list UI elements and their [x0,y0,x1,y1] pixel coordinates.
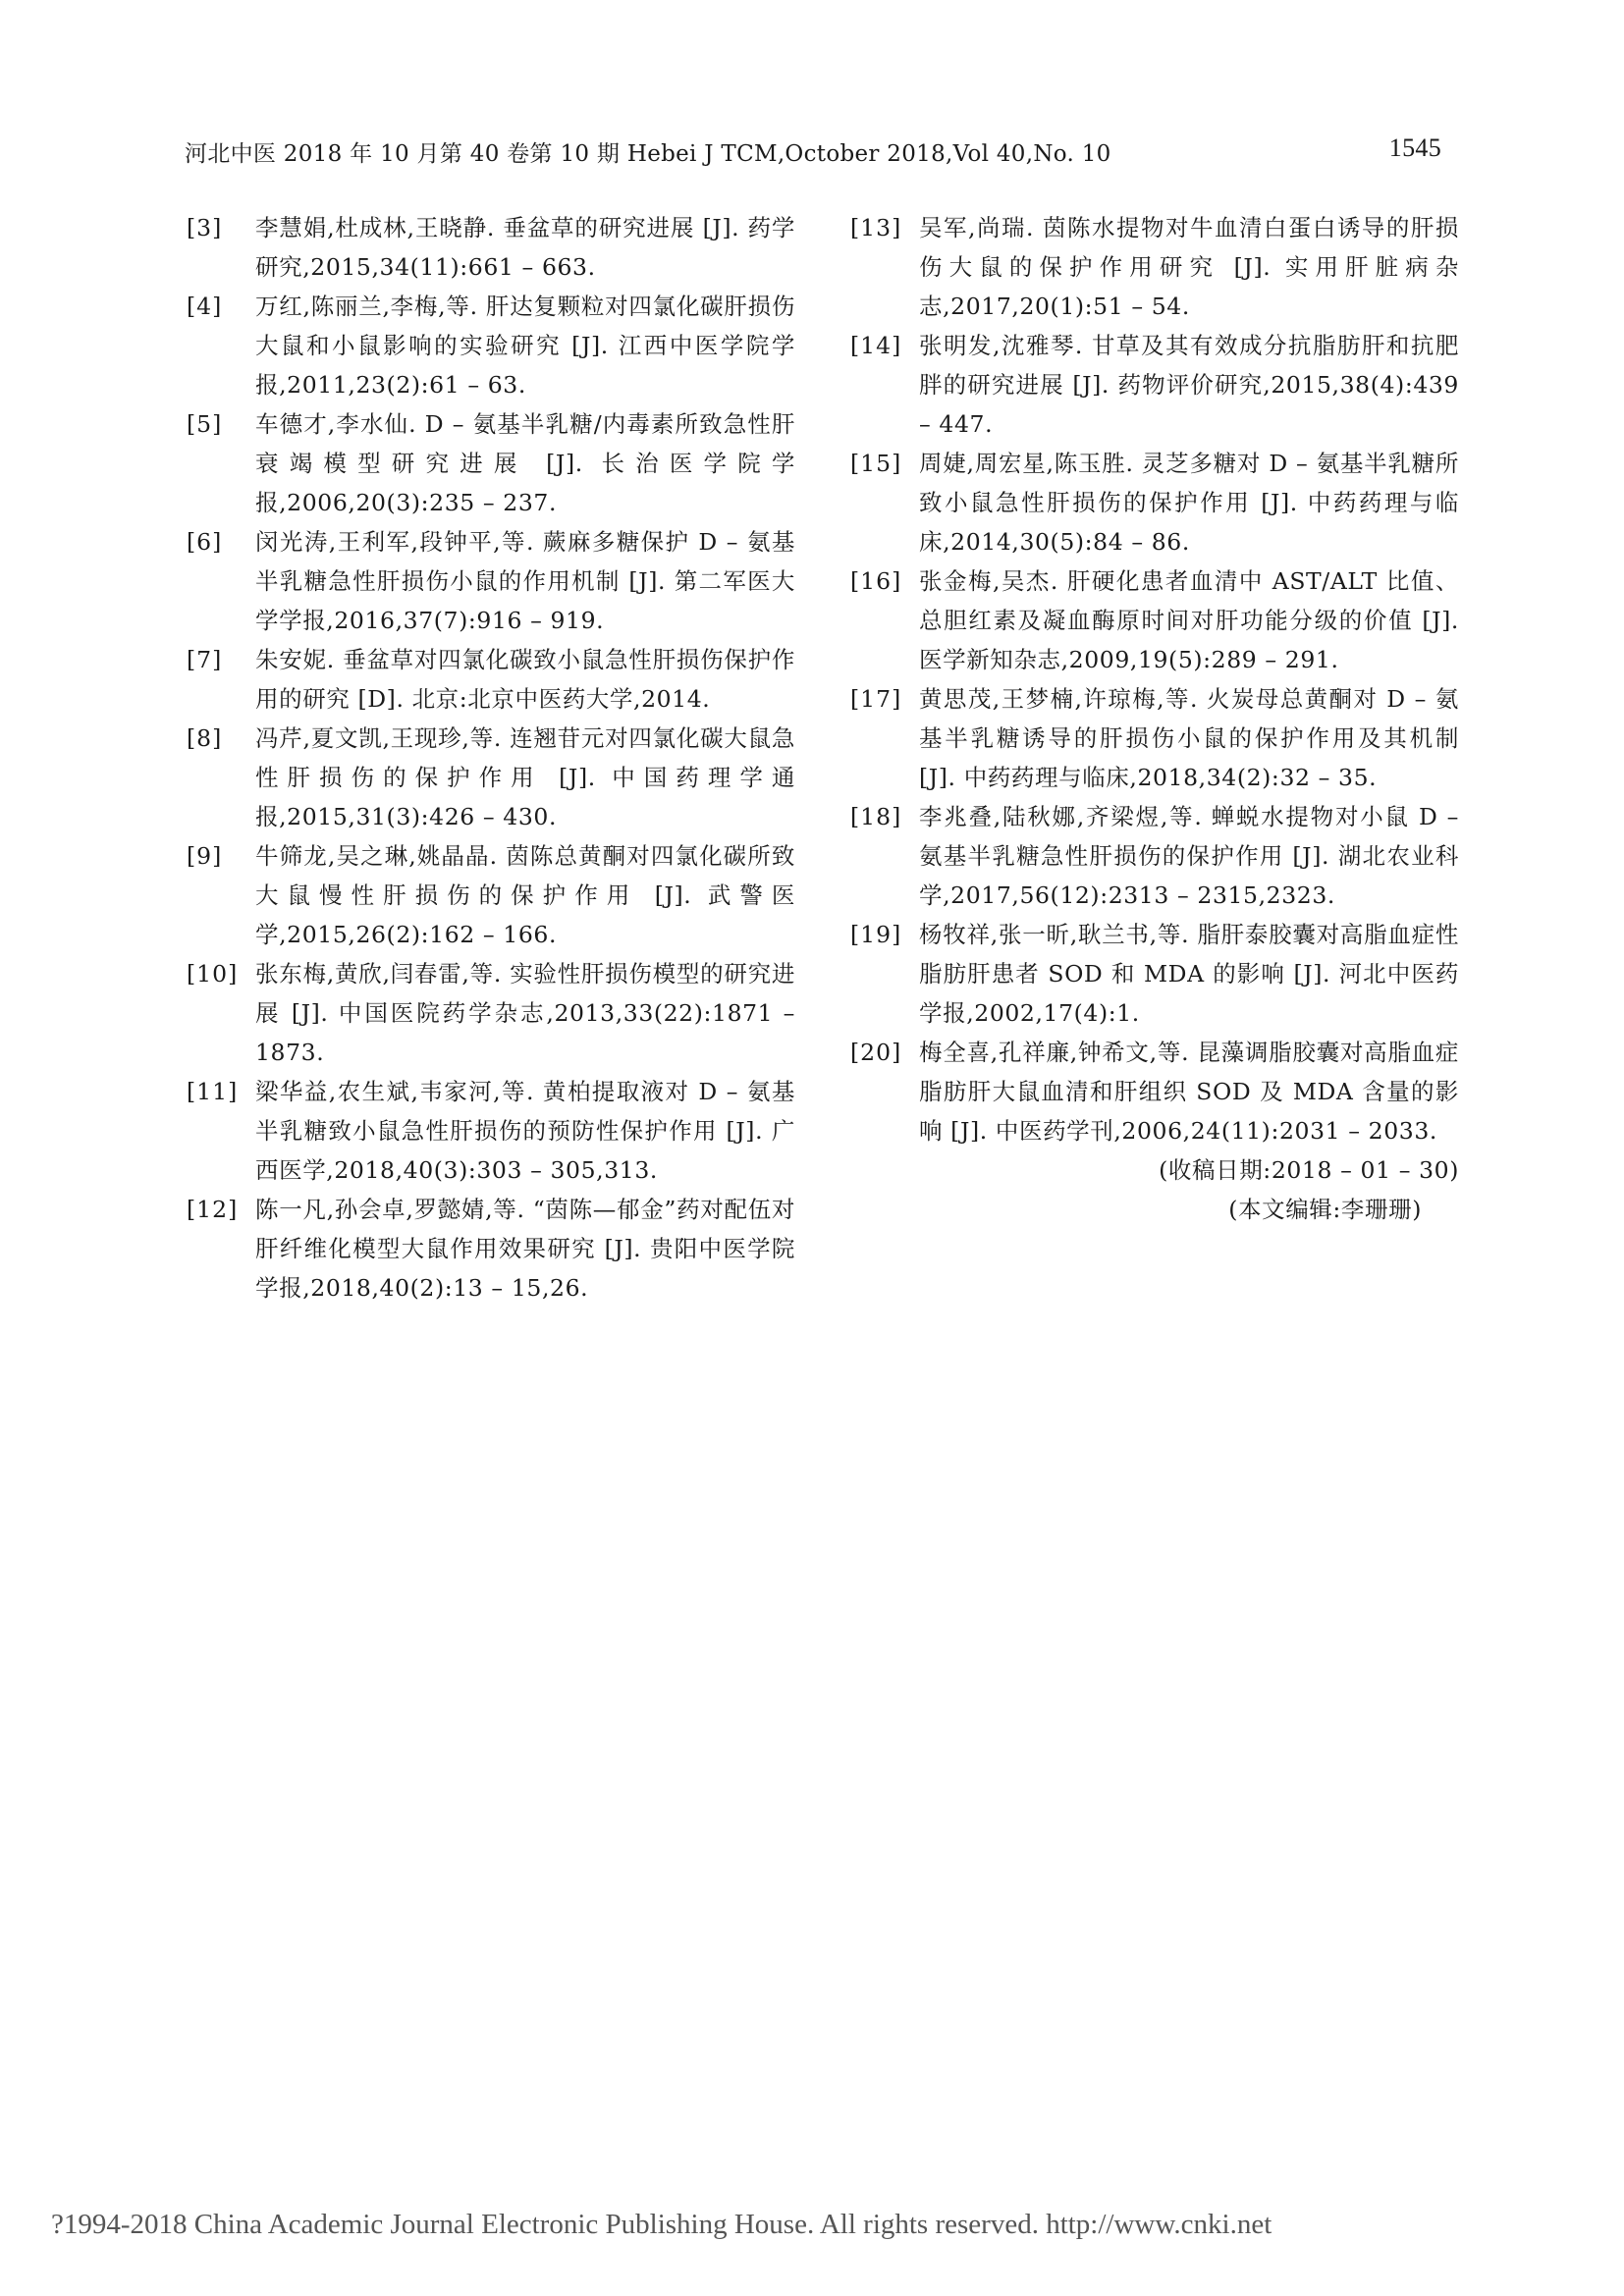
reference-number: [18] [850,803,902,830]
reference-item [187,719,795,836]
reference-text: 张金梅,吴杰. 肝硬化患者血清中 AST/ALT 比值、总胆红素及凝血酶原时间对肝功能分级的价值 [J]. 医学新知杂志,2009,19(5):289 – 291. [919,567,1459,673]
reference-number: [16] [850,567,902,595]
reference-text: 闵光涛,王利军,段钟平,等. 蕨麻多糖保护 D – 氨基半乳糖急性肝损伤小鼠的作用机制 [J]. 第二军医大学学报,2016,37(7):916 – 919. [255,528,795,634]
reference-number: [12] [187,1196,239,1223]
reference-number: [6] [187,528,223,556]
reference-text: 梁华益,农生斌,韦家河,等. 黄柏提取液对 D – 氨基半乳糖致小鼠急性肝损伤的预防性保护作用 [J]. 广西医学,2018,40(3):303 – 305,313. [255,1078,795,1184]
reference-text: 牛筛龙,吴之琳,姚晶晶. 茵陈总黄酮对四氯化碳所致大鼠慢性肝损伤的保护作用 [J]. 武警医学,2015,26(2):162 – 166. [255,842,795,948]
reference-text: 张东梅,黄欣,闫春雷,等. 实验性肝损伤模型的研究进展 [J]. 中国医院药学杂志,2013,33(22):1871 – 1873. [255,960,795,1066]
reference-item [850,915,1459,1033]
references-left-column [187,208,795,1308]
reference-number: [8] [187,724,223,752]
reference-text: 朱安妮. 垂盆草对四氯化碳致小鼠急性肝损伤保护作用的研究 [D]. 北京:北京中医药大学,2014. [255,646,795,713]
reference-text: 杨牧祥,张一昕,耿兰书,等. 脂肝泰胶囊对高脂血症性脂肪肝患者 SOD 和 MDA 的影响 [J]. 河北中医药学报,2002,17(4):1. [919,921,1459,1027]
reference-number: [17] [850,685,902,713]
reference-item [850,1033,1459,1150]
reference-item [187,836,795,954]
reference-text: 周婕,周宏星,陈玉胜. 灵芝多糖对 D – 氨基半乳糖所致小鼠急性肝损伤的保护作用 [J]. 中药药理与临床,2014,30(5):84 – 86. [919,450,1459,556]
reference-item [850,326,1459,444]
reference-number: [7] [187,646,223,673]
reference-text: 黄思茂,王梦楠,许琼梅,等. 火炭母总黄酮对 D – 氨基半乳糖诱导的肝损伤小鼠的保护作用及其机制 [J]. 中药药理与临床,2018,34(2):32 – 35. [919,685,1459,791]
copyright-footer: ?1994-2018 China Academic Journal Electronic Publishing House. All rights reserved. http://www.cnki.net [51,2209,1272,2240]
reference-text: 陈一凡,孙会卓,罗懿婧,等. “茵陈—郁金”药对配伍对肝纤维化模型大鼠作用效果研究 [J]. 贵阳中医学院学报,2018,40(2):13 – 15,26. [255,1196,795,1302]
reference-text: 李慧娟,杜成林,王晓静. 垂盆草的研究进展 [J]. 药学研究,2015,34(11):661 – 663. [255,214,795,281]
reference-text: 万红,陈丽兰,李梅,等. 肝达复颗粒对四氯化碳肝损伤大鼠和小鼠影响的实验研究 [J]. 江西中医学院学报,2011,23(2):61 – 63. [255,293,795,399]
reference-item [850,679,1459,797]
reference-number: [14] [850,332,902,359]
reference-text: 张明发,沈雅琴. 甘草及其有效成分抗脂肪肝和抗肥胖的研究进展 [J]. 药物评价研究,2015,38(4):439 – 447. [919,332,1459,438]
reference-item [187,522,795,640]
reference-item [850,444,1459,561]
reference-number: [19] [850,921,902,948]
reference-text: 吴军,尚瑞. 茵陈水提物对牛血清白蛋白诱导的肝损伤大鼠的保护作用研究 [J]. 实用肝脏病杂志,2017,20(1):51 – 54. [919,214,1459,320]
reference-text: 冯芹,夏文凯,王现珍,等. 连翘苷元对四氯化碳大鼠急性肝损伤的保护作用 [J]. 中国药理学通报,2015,31(3):426 – 430. [255,724,795,830]
reference-item [187,954,795,1072]
reference-item [187,1190,795,1308]
journal-line: 河北中医 2018 年 10 月第 40 卷第 10 期 Hebei J TCM,October 2018,Vol 40,No. 10 [185,141,1111,167]
reference-item [187,287,795,404]
reference-number: [5] [187,410,223,438]
editor-note: (本文编辑:李珊珊) [1228,1196,1422,1223]
reference-item [850,561,1459,679]
reference-item [187,404,795,522]
reference-item [187,1072,795,1190]
reference-text: 李兆叠,陆秋娜,齐梁煜,等. 蝉蜕水提物对小鼠 D – 氨基半乳糖急性肝损伤的保护作用 [J]. 湖北农业科学,2017,56(12):2313 – 2315,2323. [919,803,1459,909]
reference-item [850,797,1459,915]
received-date: (收稿日期:2018 – 01 – 30) [1159,1156,1459,1184]
reference-number: [9] [187,842,223,870]
reference-item [187,640,795,719]
running-header [185,135,1441,175]
reference-text: 车德才,李水仙. D – 氨基半乳糖/内毒素所致急性肝衰竭模型研究进展 [J]. 长治医学院学报,2006,20(3):235 – 237. [255,410,795,516]
reference-number: [10] [187,960,239,988]
reference-number: [13] [850,214,902,241]
reference-number: [3] [187,214,223,241]
references-right-column [850,208,1459,1229]
page-number: 1545 [1388,133,1441,162]
reference-number: [4] [187,293,223,320]
reference-item [850,208,1459,326]
reference-number: [15] [850,450,902,477]
reference-text: 梅全喜,孔祥廉,钟希文,等. 昆藻调脂胶囊对高脂血症脂肪肝大鼠血清和肝组织 SOD 及 MDA 含量的影响 [J]. 中医药学刊,2006,24(11):2031 – 2033. [919,1039,1459,1145]
reference-item [187,208,795,287]
reference-number: [11] [187,1078,239,1105]
reference-number: [20] [850,1039,902,1066]
